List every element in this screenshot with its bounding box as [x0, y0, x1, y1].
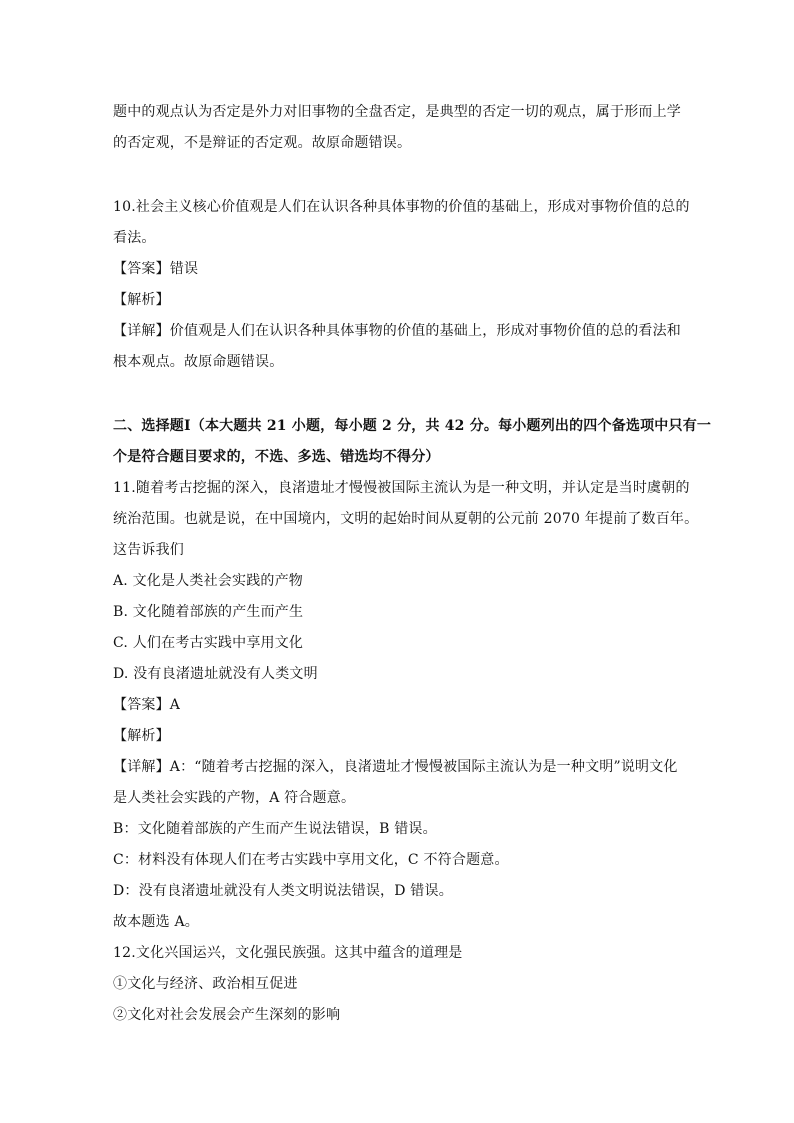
- text-line: 这告诉我们: [113, 542, 184, 558]
- section-heading: 二、选择题Ⅰ（本大题共 21 小题，每小题 2 分，共 42 分。每小题列出的四个备选项中只有一: [113, 418, 712, 434]
- text-line: 是人类社会实践的产物，A 符合题意。: [113, 790, 356, 806]
- explanation-b: B：文化随着部族的产生而产生说法错误，B 错误。: [113, 821, 437, 837]
- answer-label: 【答案】A: [113, 697, 181, 713]
- detail-explanation: 【详解】A：“随着考古挖掘的深入，良渚遗址才慢慢被国际主流认为是一种文明”说明文化: [113, 759, 678, 775]
- text-line: 根本观点。故原命题错误。: [113, 354, 284, 370]
- analysis-label: 【解析】: [113, 728, 170, 744]
- conclusion: 故本题选 A。: [113, 914, 199, 930]
- statement-1: ①文化与经济、政治相互促进: [113, 976, 298, 992]
- explanation-c: C：材料没有体现人们在考古实践中享用文化，C 不符合题意。: [113, 852, 509, 868]
- answer-label: 【答案】错误: [113, 261, 199, 277]
- text-line: 的否定观，不是辩证的否定观。故原命题错误。: [113, 135, 412, 151]
- statement-2: ②文化对社会发展会产生深刻的影响: [113, 1007, 341, 1023]
- analysis-label: 【解析】: [113, 292, 170, 308]
- option-b: B. 文化随着部族的产生而产生: [113, 604, 304, 620]
- text-line: 题中的观点认为否定是外力对旧事物的全盘否定，是典型的否定一切的观点，属于形而上学: [113, 104, 681, 120]
- section-heading-cont: 个是符合题目要求的，不选、多选、错选均不得分）: [113, 449, 440, 465]
- question-12: 12.文化兴国运兴，文化强民族强。这其中蕴含的道理是: [113, 945, 463, 961]
- question-11: 11.随着考古挖掘的深入，良渚遗址才慢慢被国际主流认为是一种文明，并认定是当时虞朝的: [113, 480, 690, 496]
- detail-explanation: 【详解】价值观是人们在认识各种具体事物的价值的基础上，形成对事物价值的总的看法和: [113, 323, 681, 339]
- option-c: C. 人们在考古实践中享用文化: [113, 635, 304, 651]
- option-d: D. 没有良渚遗址就没有人类文明: [113, 666, 318, 682]
- question-10: 10.社会主义核心价值观是人们在认识各种具体事物的价值的基础上，形成对事物价值的总的: [113, 199, 690, 215]
- explanation-d: D：没有良渚遗址就没有人类文明说法错误，D 错误。: [113, 883, 453, 899]
- text-line: 统治范围。也就是说，在中国境内，文明的起始时间从夏朝的公元前 2070 年提前了数百年。: [113, 511, 699, 527]
- option-a: A. 文化是人类社会实践的产物: [113, 573, 304, 589]
- text-line: 看法。: [113, 230, 156, 246]
